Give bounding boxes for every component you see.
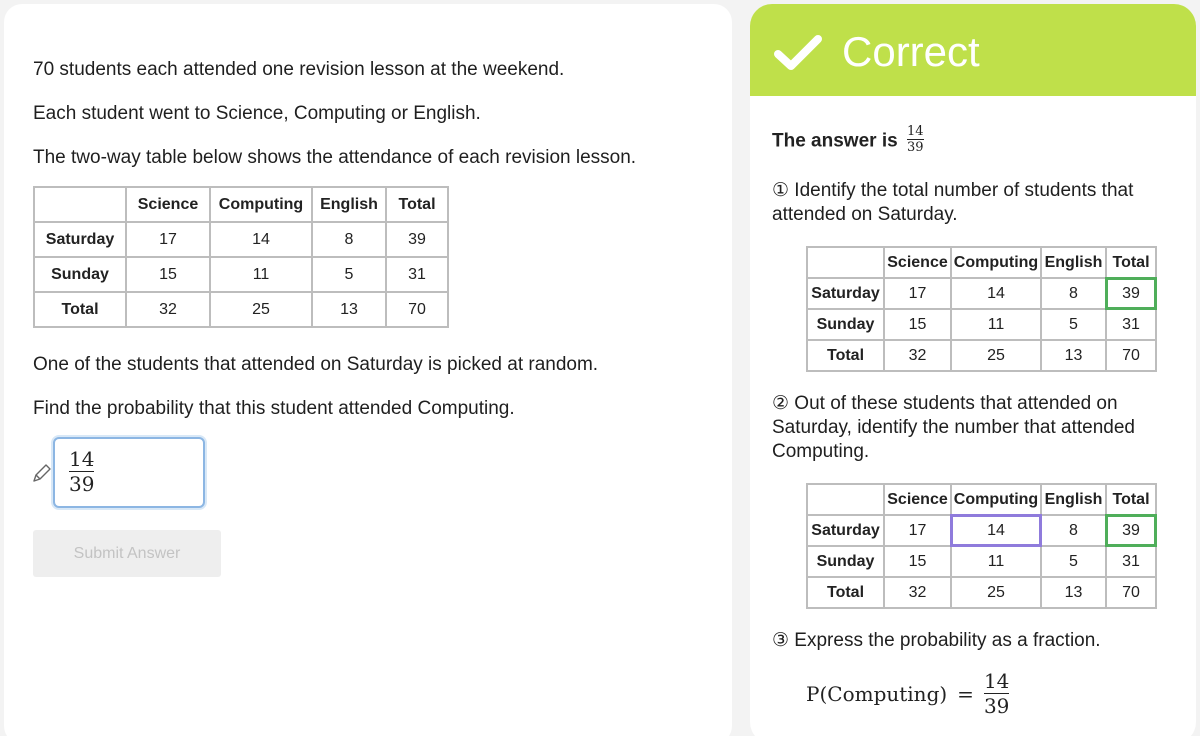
table-cell: 5 [312, 257, 386, 292]
step-2-table [806, 483, 1157, 609]
two-way-table [33, 186, 449, 328]
banner-title: Correct [842, 28, 980, 75]
header-science: Science [126, 187, 210, 222]
table-cell: 25 [951, 340, 1041, 371]
header-total: Total [1106, 247, 1156, 278]
table-cell: 31 [1106, 546, 1156, 577]
table-cell: 5 [1041, 309, 1106, 340]
table-cell: 32 [884, 340, 951, 371]
header-computing: Computing [210, 187, 312, 222]
table-cell: 13 [1041, 577, 1106, 608]
highlighted-saturday-total: 39 [1106, 278, 1156, 309]
header-science: Science [884, 484, 951, 515]
table-corner [34, 187, 126, 222]
row-label-total: Total [807, 577, 884, 608]
table-cell: 32 [126, 292, 210, 327]
table-cell: 39 [386, 222, 448, 257]
table-cell: 11 [951, 546, 1041, 577]
row-label-total: Total [807, 340, 884, 371]
answer-input[interactable] [53, 437, 205, 508]
step-1-table [806, 246, 1157, 372]
step-2-text: ② Out of these students that attended on Saturday, identify the number that attended Computing. [772, 393, 1135, 462]
table-cell: 32 [884, 577, 951, 608]
header-total: Total [386, 187, 448, 222]
answer-denominator: 39 [69, 472, 95, 496]
probability-formula [806, 669, 1009, 718]
table-cell: 8 [1041, 278, 1106, 309]
answer-prefix: The answer is [772, 130, 898, 152]
summary-denominator: 39 [906, 140, 924, 155]
table-cell: 11 [951, 309, 1041, 340]
formula-fraction [984, 669, 1009, 718]
correct-banner [750, 4, 1196, 96]
answer-fraction [69, 447, 94, 496]
header-english: English [312, 187, 386, 222]
answer-summary [772, 126, 924, 157]
table-cell: 15 [884, 309, 951, 340]
header-total: Total [1106, 484, 1156, 515]
formula-lhs: P(Computing) [806, 681, 948, 706]
table-cell: 13 [1041, 340, 1106, 371]
row-label-sunday: Sunday [34, 257, 126, 292]
highlighted-saturday-computing: 14 [951, 515, 1041, 546]
table-corner [807, 247, 884, 278]
table-cell: 31 [386, 257, 448, 292]
formula-equals: = [957, 681, 974, 706]
header-computing: Computing [951, 247, 1041, 278]
question-line-4: One of the students that attended on Saturday is picked at random. [33, 354, 599, 375]
row-label-saturday: Saturday [34, 222, 126, 257]
row-label-sunday: Sunday [807, 309, 884, 340]
row-label-sunday: Sunday [807, 546, 884, 577]
table-cell: 14 [210, 222, 312, 257]
table-cell: 11 [210, 257, 312, 292]
summary-numerator: 14 [906, 124, 924, 139]
check-icon [774, 34, 822, 72]
row-label-total: Total [34, 292, 126, 327]
header-science: Science [884, 247, 951, 278]
question-line-5: Find the probability that this student attended Computing. [33, 398, 515, 419]
table-cell: 13 [312, 292, 386, 327]
table-cell: 8 [1041, 515, 1106, 546]
answer-summary-fraction [907, 124, 924, 155]
table-cell: 70 [386, 292, 448, 327]
table-corner [807, 484, 884, 515]
table-cell: 17 [126, 222, 210, 257]
table-cell: 70 [1106, 577, 1156, 608]
table-cell: 14 [951, 278, 1041, 309]
header-english: English [1041, 484, 1106, 515]
answer-numerator: 14 [69, 447, 95, 471]
table-cell: 5 [1041, 546, 1106, 577]
table-cell: 15 [884, 546, 951, 577]
header-english: English [1041, 247, 1106, 278]
table-cell: 15 [126, 257, 210, 292]
row-label-saturday: Saturday [807, 515, 884, 546]
step-3-text: ③ Express the probability as a fraction. [772, 630, 1101, 651]
table-cell: 17 [884, 278, 951, 309]
table-cell: 25 [210, 292, 312, 327]
feedback-card [750, 4, 1196, 736]
table-cell: 25 [951, 577, 1041, 608]
formula-denominator: 39 [983, 694, 1010, 718]
table-cell: 70 [1106, 340, 1156, 371]
step-1-text: ① Identify the total number of students that attended on Saturday. [772, 180, 1134, 225]
row-label-saturday: Saturday [807, 278, 884, 309]
table-cell: 17 [884, 515, 951, 546]
submit-answer-button[interactable]: Submit Answer [33, 530, 221, 577]
question-line-3: The two-way table below shows the attendance of each revision lesson. [33, 147, 637, 168]
table-cell: 31 [1106, 309, 1156, 340]
table-cell: 8 [312, 222, 386, 257]
formula-numerator: 14 [983, 669, 1010, 693]
pencil-icon [31, 462, 53, 484]
question-line-2: Each student went to Science, Computing or English. [33, 103, 481, 124]
question-line-1: 70 students each attended one revision lesson at the weekend. [33, 59, 565, 80]
highlighted-saturday-total: 39 [1106, 515, 1156, 546]
header-computing: Computing [951, 484, 1041, 515]
